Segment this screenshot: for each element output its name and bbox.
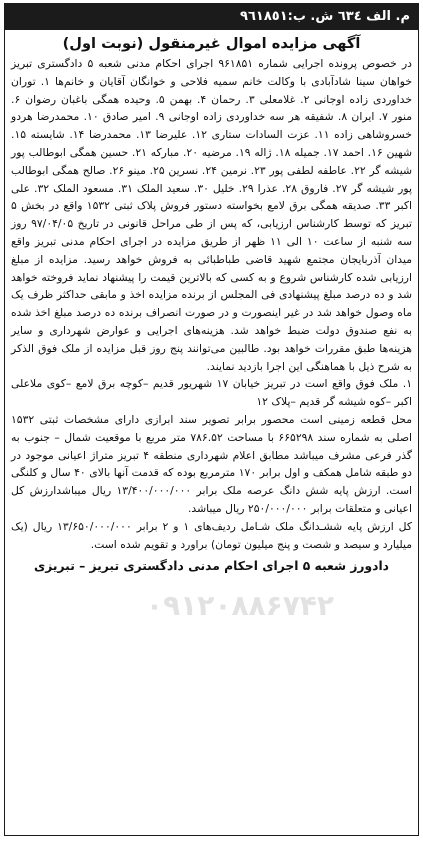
notice-signature: دادورز شعبه ۵ اجرای احکام مدنی دادگستری تبریز – تبریزی — [33, 559, 389, 574]
paragraph-case-details: در خصوص پرونده اجرایی شماره ۹۶۱۸۵۱ اجرای احکام مدنی شعبه ۵ دادگستری تبریز خواهان سینا شادآبادی با وکالت خانم سمیه فلاحی و خوانگان آقایان و خانم‌ها ۱. توران خداوردی زاده اوجانی ۲. غلامعلی ۳. رحمان ۴. بهمن ۵. وحیده همگی باغبان رضوان ۶. منور ۷. ایران ۸. شفیقه هر سه خداوردی زاده اوجانی ۹. امیر صادق ۱۰. محمدرضا هردو خسروشاهی زاده ۱۱. عزت السادات ستاری ۱۲. علیرضا ۱۳. محمدرضا ۱۴. شایسته ۱۵. شهین ۱۶. احمد ۱۷. جمیله ۱۸. ژاله ۱۹. مرضیه ۲۰. مبارکه ۲۱. حسین همگی ابوطالب پور شیشه گر ۲۲. عاطفه لطفی پور ۲۳. نرمین ۲۴. نسرین ۲۵. مینو ۲۶. صالح همگی ابوطالب پور شیشه گر ۲۷. فاروق ۲۸. عذرا ۲۹. خلیل ۳۰. سعید الملک ۳۱. مسعود الملک ۳۲. علی اکبر ۳۳. صدیقه همگی برق لامع بخواسته دستور فروش پلاک ثبتی ۱۵۳۲ واقع در بخش ۵ تبریز که توسط کارشناس ارزیابی، که پس از طی مراحل قانونی در تاریخ ۹۷/۰۴/۰۵ روز سه شنبه از ساعت ۱۰ الی ۱۱ ظهر از طریق مزایده در اجرای احکام مدنی تبریز واقع میدان آذربایجان مجتمع شهید قاضی طباطبائی به فروش خواهد رسید. مزایده از مبلغ ارزیابی شده کارشناس شروع و به کسی که بالاترین قیمت را پیشنهاد نماید فروخته خواهد شد و ده درصد مبلغ پیشنهادی فی المجلس از برنده مزایده اخذ و مابقی حداکثر ظرف یک ماه وصول خواهد شد در غیر اینصورت و در صورت انصراف برنده ده درصد مبلغ اخذ شده به نفع صندوق دولت ضبط خواهد شد. هزینه‌های اجرایی و عوارض شهرداری و سایر هزینه‌ها طبق مقررات خواهد بود. طالبین می‌توانند پنج روز قبل مزایده از ملک فوق الذکر به شرح ذیل با هماهنگی این اجرا بازدید نمایند. — [11, 57, 413, 373]
paragraph-total-value: کل ارزش پایه ششـدانگ ملک شـامل ردیف‌های ۱ و ۲ برابر ۱۳/۶۵۰/۰۰۰/۰۰۰ ریال (یک میلیارد و سیصد و شصت و پنج میلیون تومان) براورد و تقویم شده است. — [11, 519, 412, 551]
notice-reference-bar: م. الف ٦٣٤ ش. ب:٩٦١٨٥١ — [5, 4, 418, 30]
notice-title: آگهی مزایده اموال غیرمنقول (نوبت اول) — [62, 35, 361, 52]
auction-notice — [4, 3, 419, 836]
notice-body — [5, 55, 418, 553]
paragraph-property-description: محل قطعه زمینی است محصور برابر تصویر سند ابرازی دارای مشخصات ثبتی ۱۵۳۲ اصلی به شماره سند ۶۶۵۲۹۸ با مساحت ۷۸۶.۵۲ متر مربع با موقعیت شمال – جنوب به گذر فرعی مشرف میباشد مطابق اعلام شهرداری منطقه ۴ تبریز متراژ اعیانی موجود در دو طبقه شامل همکف و اول برابر ۱۷۰ مترمربع بوده که قدمت آنها بالای ۴۰ سال و کلنگی است. ارزش پایه شش دانگ عرصه ملک برابر ۱۳/۴۰۰/۰۰۰/۰۰۰ ریال میباشدارزش کل اعیانی و متعلقات برابر ۲۵۰/۰۰۰/۰۰۰ ریال میباشد. — [11, 412, 413, 515]
watermark-phone: ۰۹۱۲۰۸۸۶۷۴۲ — [146, 589, 334, 622]
paragraph-property-address: ۱. ملک فوق واقع است در تبریز خیابان ۱۷ شهریور قدیم –کوچه برق لامع –کوی ملاعلی اکبر –کوه شیشه گر قدیم –پلاک ۱۲ — [11, 377, 412, 409]
